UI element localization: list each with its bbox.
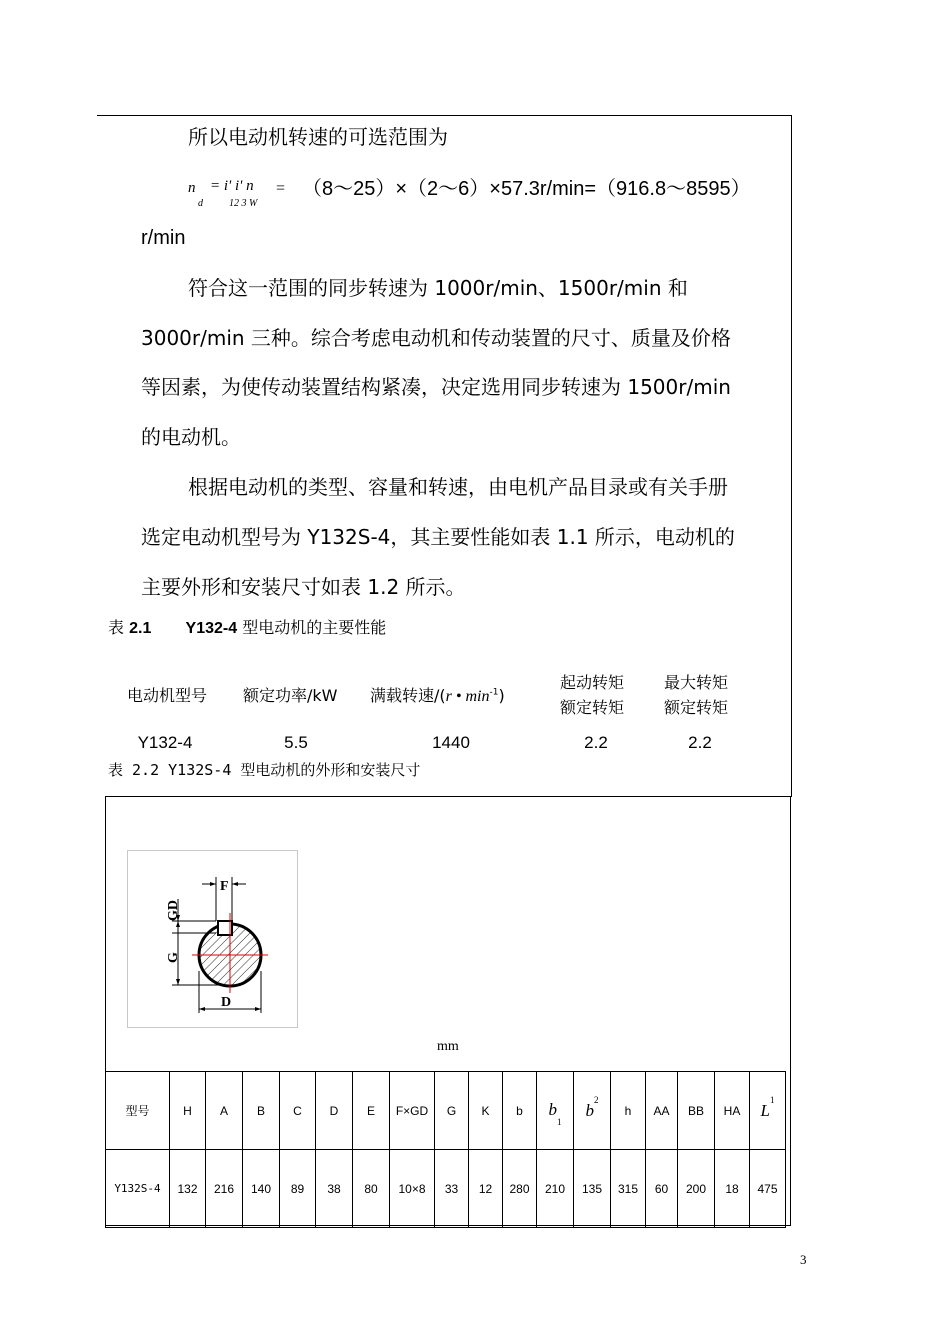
paragraph-sync-speed-l1: 符合这一范围的同步转速为 1000r/min、1500r/min 和 <box>188 276 688 300</box>
header-b2-subscript: 2 <box>594 1094 599 1105</box>
value-b2: 135 <box>574 1150 611 1228</box>
header-model: 型号 <box>106 1072 170 1150</box>
formula-unit: r/min <box>141 227 186 249</box>
header-rule <box>97 115 792 116</box>
header-fxgd: F×GD <box>390 1072 435 1150</box>
value-model: Y132S-4 <box>106 1150 170 1228</box>
header-l1-subscript: 1 <box>769 1094 775 1105</box>
header-h-lower: h <box>611 1072 646 1150</box>
header-h-upper: H <box>170 1072 206 1150</box>
table1-header-start-bottom: 额定转矩 <box>560 698 625 717</box>
table1-caption <box>108 615 386 638</box>
header-b-lower: b <box>503 1072 537 1150</box>
value-e: 80 <box>353 1150 390 1228</box>
dimensions-value-row <box>106 1150 786 1228</box>
table1-caption-model: Y132-4 <box>185 620 238 637</box>
value-k: 12 <box>469 1150 503 1228</box>
paragraph-model-l2: 选定电动机型号为 Y132S-4，其主要性能如表 1.1 所示，电动机的 <box>141 525 735 549</box>
value-h-lower: 315 <box>611 1150 646 1228</box>
table1-value-max: 2.2 <box>688 733 712 752</box>
header-ha: HA <box>715 1072 750 1150</box>
value-g: 33 <box>435 1150 469 1228</box>
value-c: 89 <box>280 1150 316 1228</box>
header-e: E <box>353 1072 390 1150</box>
table1-header-max-top: 最大转矩 <box>664 673 729 692</box>
formula-equals: = <box>276 180 286 197</box>
paragraph-speed-range: 所以电动机转速的可选范围为 <box>188 125 448 149</box>
value-a: 216 <box>206 1150 243 1228</box>
header-b1-symbol <box>548 1099 562 1128</box>
paragraph-sync-speed-l4: 的电动机。 <box>141 425 241 449</box>
formula-n: n <box>188 180 196 196</box>
header-c: C <box>280 1072 316 1150</box>
table1-header-model: 电动机型号 <box>127 686 208 705</box>
shaft-cross-section-figure <box>127 850 298 1028</box>
header-g: G <box>435 1072 469 1150</box>
table2-caption: 表 2.2 Y132S-4 型电动机的外形和安装尺寸 <box>108 761 421 779</box>
table1-header-speed-exp: -1 <box>489 687 499 698</box>
value-ha: 18 <box>715 1150 750 1228</box>
table1-caption-text: 型电动机的主要性能 <box>242 618 387 637</box>
table1-value-start: 2.2 <box>584 733 608 752</box>
table1-value-speed: 1440 <box>432 733 470 752</box>
header-l1-letter: L <box>760 1100 770 1120</box>
dimensions-header-row <box>106 1072 786 1150</box>
header-aa: AA <box>646 1072 678 1150</box>
table1-value-model: Y132-4 <box>137 733 193 752</box>
figure-label-d: D <box>221 995 232 1010</box>
formula-rhs: （8～25）×（2～6）×57.3r/min=（916.8～8595） <box>302 178 751 200</box>
dimensions-table <box>105 1071 786 1228</box>
header-b1-letter: b <box>548 1099 557 1119</box>
table1-header-speed <box>370 683 505 706</box>
page-number: 3 <box>800 1252 807 1267</box>
value-b-upper: 140 <box>243 1150 280 1228</box>
value-aa: 60 <box>646 1150 678 1228</box>
header-d: D <box>316 1072 353 1150</box>
paragraph-model-l3: 主要外形和安装尺寸如表 1.2 所示。 <box>141 575 466 599</box>
table1-caption-prefix: 表 <box>108 618 125 637</box>
formula-mid: = i' i' n <box>210 178 254 194</box>
table1-header-power: 额定功率/kW <box>243 686 338 705</box>
value-b-lower: 280 <box>503 1150 537 1228</box>
figure-label-f: F <box>220 879 229 894</box>
value-h-upper: 132 <box>170 1150 206 1228</box>
right-border <box>791 115 792 797</box>
value-l1: 475 <box>750 1150 786 1228</box>
value-b1: 210 <box>537 1150 574 1228</box>
formula-lhs <box>188 178 196 197</box>
paragraph-sync-speed-l2: 3000r/min 三种。综合考虑电动机和传动装置的尺寸、质量及价格 <box>141 326 731 350</box>
header-bb: BB <box>678 1072 715 1150</box>
header-b-upper: B <box>243 1072 280 1150</box>
header-b2-letter: b <box>585 1100 594 1120</box>
table1-caption-number: 2.1 <box>129 620 152 637</box>
header-b2-symbol <box>585 1094 599 1121</box>
table1-header-speed-close: ) <box>498 686 505 705</box>
value-d: 38 <box>316 1150 353 1228</box>
paragraph-model-l1: 根据电动机的类型、容量和转速，由电机产品目录或有关手册 <box>188 475 728 499</box>
table1-header-speed-unit: r • min <box>445 688 490 705</box>
figure-label-g: G <box>166 952 181 963</box>
table1-header-start-top: 起动转矩 <box>560 673 625 692</box>
table1-header-speed-label: 满载转速/( <box>370 686 446 705</box>
table2-unit: mm <box>437 1039 459 1054</box>
shaft-diagram <box>128 851 297 1027</box>
formula-d: d <box>198 198 203 209</box>
header-k: K <box>469 1072 503 1150</box>
paragraph-sync-speed-l3: 等因素，为使传动装置结构紧凑，决定选用同步转速为 1500r/min <box>141 375 731 399</box>
header-b1-subscript: 1 <box>557 1117 562 1128</box>
table1-header-max-bottom: 额定转矩 <box>664 698 729 717</box>
header-l1-symbol <box>760 1094 775 1121</box>
value-bb: 200 <box>678 1150 715 1228</box>
header-l1 <box>750 1072 786 1150</box>
value-fxgd: 10×8 <box>390 1150 435 1228</box>
header-a: A <box>206 1072 243 1150</box>
formula-sub-d <box>198 198 203 209</box>
header-b1 <box>537 1072 574 1150</box>
figure-label-gd: GD <box>166 900 181 921</box>
formula-subscripts: 12 3 W <box>229 198 258 209</box>
header-b2 <box>574 1072 611 1150</box>
table1-value-power: 5.5 <box>284 733 308 752</box>
